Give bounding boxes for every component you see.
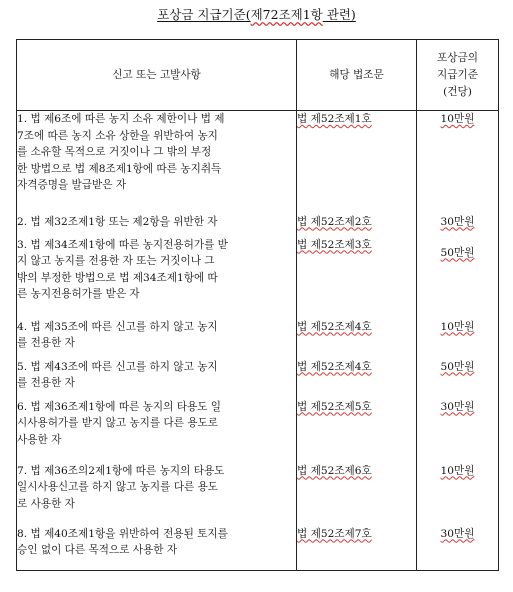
- header-law-article: 해당 법조문: [297, 40, 417, 111]
- reward-amount-1: 10만원: [417, 111, 499, 214]
- reward-amount-6: 30만원: [417, 399, 499, 463]
- table-row: [17, 214, 499, 237]
- law-article-6: 법 제52조제5호: [297, 399, 417, 463]
- reward-amount-4: 10만원: [417, 319, 499, 359]
- law-article-2: 법 제52조제2호: [297, 214, 417, 237]
- table-row: [17, 399, 499, 463]
- reward-amount-8: 30만원: [417, 526, 499, 571]
- document-title: [0, 7, 513, 23]
- header-report-item: 신고 또는 고발사항: [17, 40, 297, 111]
- table-header-row: [17, 40, 499, 111]
- law-article-8: 법 제52조제7호: [297, 526, 417, 571]
- title-prefix: 포상금 지급기준(: [157, 7, 251, 22]
- table-row: [17, 111, 499, 214]
- report-item-5: 5. 법 제43조에 따른 신고를 하지 않고 농지 를 전용한 자: [17, 359, 297, 399]
- reward-amount-3: 50만원: [417, 237, 499, 319]
- report-item-2: 2. 법 제32조제1항 또는 제2항을 위반한 자: [17, 214, 297, 237]
- reward-amount-7: 10만원: [417, 463, 499, 526]
- law-article-4: 법 제52조제4호: [297, 319, 417, 359]
- law-article-1: 법 제52조제1호: [297, 111, 417, 214]
- reward-amount-2: 30만원: [417, 214, 499, 237]
- table-row: [17, 359, 499, 399]
- table-row: [17, 237, 499, 319]
- report-item-1: 1. 법 제6조에 따른 농지 소유 제한이나 법 제 7조에 따른 농지 소유 상한을 위반하여 농지 를 소유할 목적으로 거짓이나 그 밖의 부정 한 방법으로 법 제8조제1항에 따른 농지취득 자격증명을 발급받은 자: [17, 111, 297, 214]
- title-suffix: 관련): [322, 7, 356, 22]
- table-row: [17, 463, 499, 526]
- law-article-3: 법 제52조제3호: [297, 237, 417, 319]
- report-item-7: 7. 법 제36조의2제1항에 따른 농지의 타용도 일시사용신고를 하지 않고 농지를 다른 용도 로 사용한 자: [17, 463, 297, 526]
- table-row: [17, 526, 499, 571]
- law-article-5: 법 제52조제4호: [297, 359, 417, 399]
- title-ref: 제72조제1항: [250, 7, 323, 22]
- report-item-6: 6. 법 제36조제1항에 따른 농지의 타용도 일 시사용허가를 받지 않고 농지를 다른 용도로 사용한 자: [17, 399, 297, 463]
- header-reward-amount: 포상금의 지급기준 (건당): [417, 40, 499, 111]
- report-item-3: 3. 법 제34조제1항에 따른 농지전용허가를 받 지 않고 농지를 전용한 자 또는 거짓이나 그 밖의 부정한 방법으로 법 제34조제1항에 따 른 농지전용허가를 받은 자: [17, 237, 297, 319]
- report-item-4: 4. 법 제35조에 따른 신고를 하지 않고 농지 를 전용한 자: [17, 319, 297, 359]
- reward-criteria-table: [16, 39, 499, 571]
- reward-amount-5: 50만원: [417, 359, 499, 399]
- table-row: [17, 319, 499, 359]
- report-item-8: 8. 법 제40조제1항을 위반하여 전용된 토지를 승인 없이 다른 목적으로 사용한 자: [17, 526, 297, 571]
- law-article-7: 법 제52조제6호: [297, 463, 417, 526]
